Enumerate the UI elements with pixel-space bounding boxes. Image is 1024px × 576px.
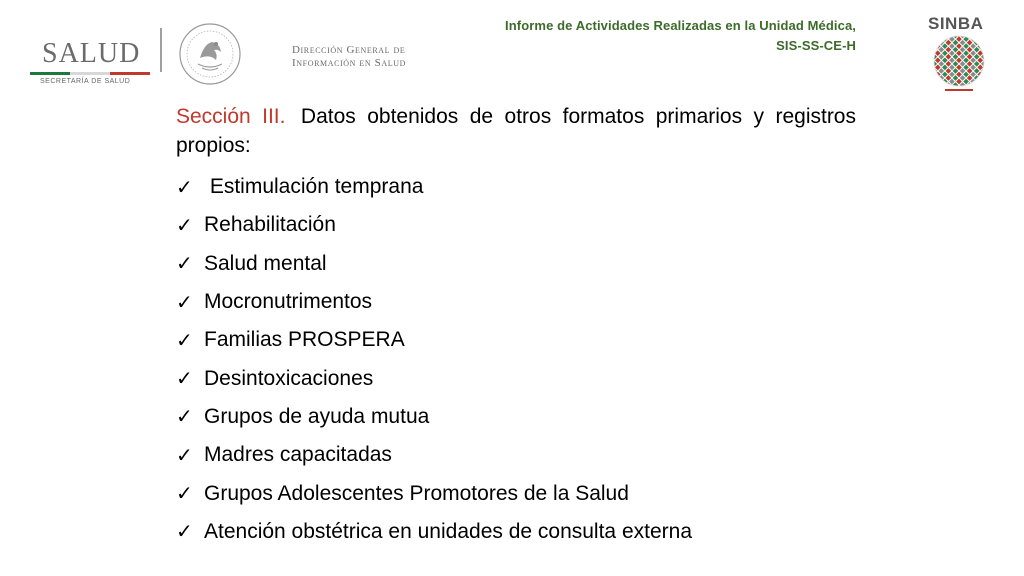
globe-tile — [960, 68, 966, 74]
list-item-label: Rehabilitación — [204, 213, 336, 237]
globe-tile — [956, 72, 962, 78]
list-item — [176, 283, 692, 321]
globe-tile — [956, 43, 962, 49]
checkmark-icon: ✓ — [176, 444, 193, 467]
globe-tile — [963, 57, 969, 63]
tricolor-white — [70, 72, 110, 75]
globe-tile — [942, 57, 948, 63]
salud-logo-word: SALUD — [42, 38, 141, 69]
globe-tile — [949, 65, 955, 71]
globe-tile — [938, 82, 944, 88]
globe-tile — [938, 54, 944, 60]
checkmark-icon: ✓ — [176, 214, 193, 237]
list-item-label: Familias PROSPERA — [204, 328, 405, 352]
globe-tile — [946, 47, 952, 53]
list-item-label: Grupos de ayuda mutua — [204, 404, 430, 428]
globe-tile — [946, 54, 952, 60]
globe-tile — [974, 82, 980, 88]
globe-tile — [953, 47, 959, 53]
globe-tile — [974, 40, 980, 46]
globe-tile — [946, 61, 952, 67]
globe-tile — [960, 40, 966, 46]
checkmark-icon: ✓ — [176, 253, 193, 276]
globe-tile — [963, 72, 969, 78]
checklist — [176, 168, 692, 551]
globe-tile — [960, 47, 966, 53]
globe-tile — [956, 36, 962, 42]
globe-tile — [960, 54, 966, 60]
checkmark-icon: ✓ — [176, 176, 193, 199]
globe-tile — [960, 61, 966, 67]
list-item — [176, 321, 692, 359]
globe-tile — [984, 57, 987, 63]
checkmark-icon: ✓ — [176, 406, 193, 429]
section-heading — [176, 102, 856, 160]
globe-tile — [949, 72, 955, 78]
salud-logo — [30, 24, 154, 85]
globe-tile — [974, 68, 980, 74]
globe-tile — [967, 75, 973, 81]
list-item — [176, 168, 692, 206]
globe-tile — [953, 75, 959, 81]
globe-tile — [942, 43, 948, 49]
report-title-line-1: Informe de Actividades Realizadas en la Unidad Médica, — [505, 18, 856, 33]
globe-tile — [946, 75, 952, 81]
globe-tile — [970, 72, 976, 78]
globe-tile — [967, 54, 973, 60]
section-label: Sección III. — [176, 105, 286, 128]
globe-tile — [953, 61, 959, 67]
header-divider — [160, 28, 162, 72]
globe-tile — [935, 79, 941, 85]
globe-tile — [931, 72, 934, 78]
checkmark-icon: ✓ — [176, 291, 193, 314]
section-heading-text: Datos obtenidos de otros formatos primarios y registros propios: — [176, 105, 856, 157]
list-item-label: Estimulación temprana — [204, 175, 424, 199]
globe-tile — [974, 54, 980, 60]
globe-tile — [953, 68, 959, 74]
globe-tile — [949, 50, 955, 56]
globe-tile — [935, 57, 941, 63]
globe-tile — [967, 68, 973, 74]
globe-tile — [963, 33, 969, 35]
globe-tile — [960, 75, 966, 81]
list-item — [176, 474, 692, 512]
globe-tile — [931, 75, 937, 81]
globe-tile — [967, 61, 973, 67]
globe-tile — [956, 79, 962, 85]
globe-tile — [974, 47, 980, 53]
globe-tile — [984, 50, 987, 56]
globe-tile — [967, 47, 973, 53]
list-item — [176, 359, 692, 397]
list-item-label: Atención obstétrica en unidades de consulta externa — [204, 519, 692, 543]
globe-tile — [956, 33, 962, 35]
globe-tile — [963, 50, 969, 56]
list-item-label: Salud mental — [204, 251, 327, 275]
dgis-line-1: Dirección General de — [292, 44, 406, 56]
list-item — [176, 513, 692, 551]
globe-tile — [949, 79, 955, 85]
globe-tile — [956, 65, 962, 71]
globe-tile — [953, 54, 959, 60]
list-item — [176, 245, 692, 283]
globe-tile — [984, 72, 987, 78]
globe-tile — [931, 65, 934, 71]
list-item — [176, 206, 692, 244]
checkmark-icon: ✓ — [176, 368, 193, 391]
dgis-line-2: Información en Salud — [292, 57, 406, 69]
globe-tile — [938, 68, 944, 74]
globe-tile — [931, 50, 934, 56]
tricolor-red — [110, 72, 150, 75]
globe-tile — [984, 65, 987, 71]
globe-tile — [956, 50, 962, 56]
globe-tile — [963, 79, 969, 85]
report-title — [505, 16, 856, 56]
globe-tile — [977, 57, 983, 63]
globe-tile — [938, 40, 944, 46]
sinba-globe-icon — [931, 33, 987, 93]
salud-tricolor-bar — [30, 72, 150, 75]
checkmark-icon: ✓ — [176, 521, 193, 544]
list-item-label: Grupos Adolescentes Promotores de la Salud — [204, 481, 629, 505]
globe-tile — [967, 40, 973, 46]
list-item — [176, 436, 692, 474]
list-item-label: Madres capacitadas — [204, 443, 392, 467]
globe-tile — [963, 43, 969, 49]
tricolor-green — [30, 72, 70, 75]
globe-tile — [946, 68, 952, 74]
globe-tile — [981, 75, 987, 81]
globe-tile — [963, 65, 969, 71]
globe-tile — [949, 43, 955, 49]
globe-tile — [942, 72, 948, 78]
globe-tile — [942, 50, 948, 56]
globe-tile — [938, 47, 944, 53]
globe-tile — [931, 57, 934, 63]
checkmark-icon: ✓ — [176, 483, 193, 506]
globe-tile — [946, 40, 952, 46]
globe-tile — [956, 57, 962, 63]
globe-tile — [970, 57, 976, 63]
salud-logo-subtitle: SECRETARÍA DE SALUD — [40, 78, 131, 85]
globe-tile — [953, 40, 959, 46]
mexican-coat-of-arms-icon — [176, 22, 244, 86]
globe-tile — [949, 33, 955, 35]
globe-tile — [942, 65, 948, 71]
globe-tile — [949, 57, 955, 63]
globe-tile — [970, 50, 976, 56]
globe-tile — [970, 43, 976, 49]
sinba-logo-word: SINBA — [928, 14, 984, 33]
checkmark-icon: ✓ — [176, 329, 193, 352]
globe-tile — [974, 61, 980, 67]
list-item-label: Desintoxicaciones — [204, 366, 374, 390]
list-item-label: Mocronutrimentos — [204, 290, 373, 314]
list-item — [176, 398, 692, 436]
globe-tile — [938, 61, 944, 67]
report-title-line-2: SIS-SS-CE-H — [776, 38, 856, 53]
globe-tile — [970, 65, 976, 71]
globe-tile — [977, 79, 983, 85]
dgis-logo-text — [292, 44, 406, 70]
